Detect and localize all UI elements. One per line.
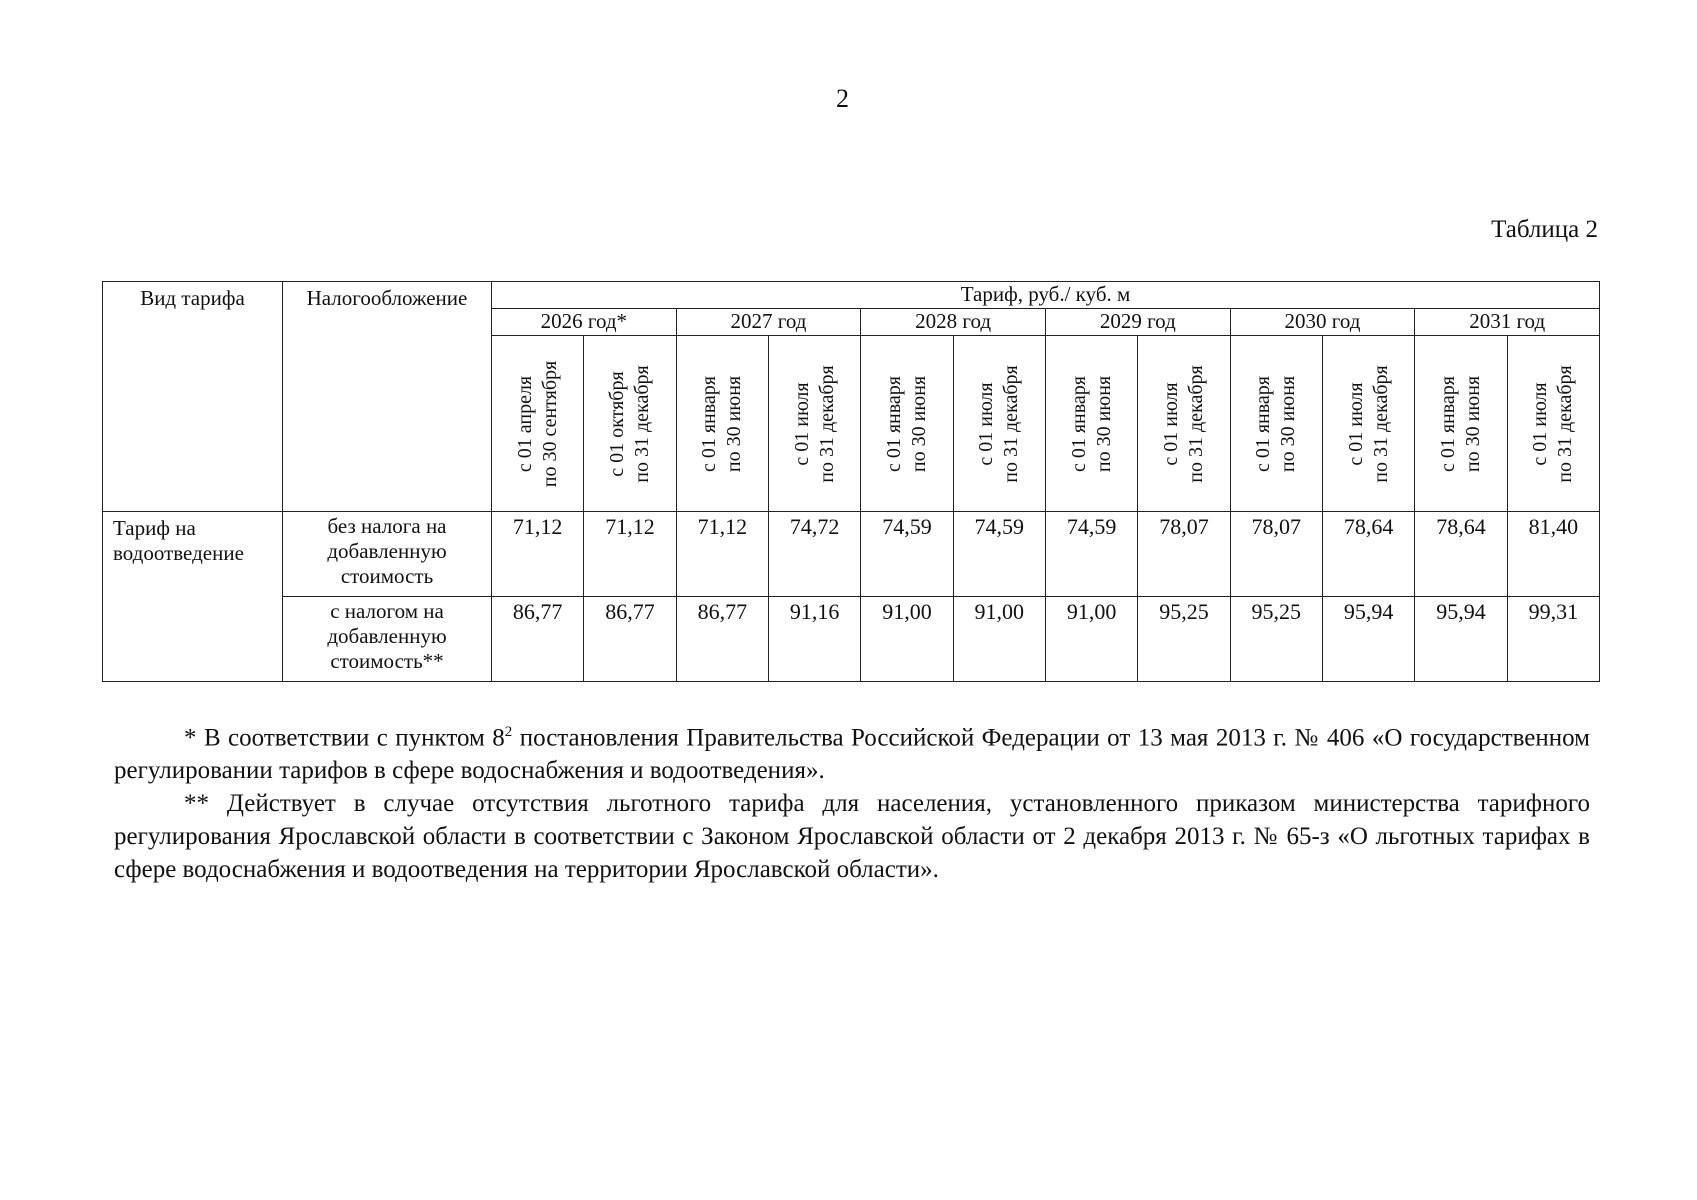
- period-to: по 31 декабря: [1184, 364, 1207, 483]
- period-from: с 01 июля: [790, 381, 813, 466]
- period-from: с 01 июля: [1159, 381, 1182, 466]
- period-from: с 01 января: [1067, 375, 1090, 472]
- value-cell: 81,40: [1507, 512, 1599, 597]
- value-cell: 71,12: [584, 512, 676, 597]
- period-header: [861, 336, 953, 512]
- period-header: [768, 336, 860, 512]
- period-to: по 30 июня: [907, 375, 930, 472]
- year-header: 2029 год: [1045, 309, 1230, 336]
- period-from: с 01 октября: [605, 370, 628, 477]
- header-tariff-type: Вид тарифа: [103, 282, 283, 512]
- value-cell: 74,59: [953, 512, 1045, 597]
- period-header: [1322, 336, 1414, 512]
- value-cell: 91,16: [768, 597, 860, 682]
- header-tariff: Тариф, руб./ куб. м: [492, 282, 1600, 309]
- footnote-1-superscript: 2: [504, 724, 513, 740]
- period-to: по 31 декабря: [1000, 364, 1023, 483]
- period-to: по 30 июня: [1277, 375, 1300, 472]
- period-to: по 30 июня: [1092, 375, 1115, 472]
- period-from: с 01 июля: [1529, 381, 1552, 466]
- period-from: с 01 января: [1436, 375, 1459, 472]
- period-header: [1045, 336, 1137, 512]
- value-cell: 91,00: [1045, 597, 1137, 682]
- period-header: [676, 336, 768, 512]
- period-header: [1507, 336, 1599, 512]
- value-cell: 99,31: [1507, 597, 1599, 682]
- period-to: по 30 июня: [1461, 375, 1484, 472]
- value-cell: 78,64: [1322, 512, 1414, 597]
- period-from: с 01 апреля: [513, 375, 536, 472]
- value-cell: 95,25: [1138, 597, 1230, 682]
- footnote-1-text: * В соответствии с пунктом 8: [184, 724, 505, 752]
- year-header: 2027 год: [676, 309, 861, 336]
- table-row: [103, 512, 1600, 597]
- header-taxation: Налогообложение: [283, 282, 492, 512]
- period-to: по 30 июня: [723, 375, 746, 472]
- taxation-cell: с налогом на добавленную стоимость**: [283, 597, 492, 682]
- year-header: 2028 год: [861, 309, 1046, 336]
- period-to: по 30 сентября: [538, 360, 561, 487]
- period-from: с 01 января: [1252, 375, 1275, 472]
- value-cell: 86,77: [676, 597, 768, 682]
- taxation-cell: без налога на добавленную стоимость: [283, 512, 492, 597]
- period-to: по 31 декабря: [815, 364, 838, 483]
- value-cell: 78,64: [1415, 512, 1507, 597]
- period-from: с 01 января: [882, 375, 905, 472]
- value-cell: 95,25: [1230, 597, 1322, 682]
- period-to: по 31 декабря: [1554, 364, 1577, 483]
- footnote-1: [114, 716, 1590, 787]
- footnotes: [114, 716, 1590, 886]
- value-cell: 86,77: [584, 597, 676, 682]
- year-header: 2026 год*: [492, 309, 677, 336]
- value-cell: 71,12: [492, 512, 584, 597]
- value-cell: 74,72: [768, 512, 860, 597]
- period-from: с 01 января: [698, 375, 721, 472]
- period-to: по 31 декабря: [1369, 364, 1392, 483]
- period-to: по 31 декабря: [630, 364, 653, 483]
- period-header: [1138, 336, 1230, 512]
- value-cell: 71,12: [676, 512, 768, 597]
- value-cell: 91,00: [953, 597, 1045, 682]
- period-header: [584, 336, 676, 512]
- value-cell: 95,94: [1415, 597, 1507, 682]
- footnote-1-text-rest: постановления Правительства Российской Федерации от 13 мая 2013 г. № 406 «О государственном регулировании тарифов в сфере водоснабжения и водоотведения».: [114, 724, 1590, 785]
- tariff-type-cell: Тариф на водоотведение: [103, 512, 283, 682]
- period-header: [1415, 336, 1507, 512]
- footnote-2: ** Действует в случае отсутствия льготного тарифа для населения, установленного приказом министерства тарифного регулирования Ярославской области в соответствии с Законом Ярославской области от 2 декабря 2013 г. № 65-з «О льготных тарифах в сфере водоснабжения и водоотведения на территории Ярославской области».: [114, 790, 1590, 884]
- tariff-table: [102, 281, 1600, 682]
- period-header: [1230, 336, 1322, 512]
- value-cell: 78,07: [1138, 512, 1230, 597]
- period-from: с 01 июля: [1344, 381, 1367, 466]
- value-cell: 78,07: [1230, 512, 1322, 597]
- value-cell: 74,59: [861, 512, 953, 597]
- value-cell: 74,59: [1045, 512, 1137, 597]
- year-header: 2030 год: [1230, 309, 1415, 336]
- period-from: с 01 июля: [975, 381, 998, 466]
- period-header: [953, 336, 1045, 512]
- period-header: [492, 336, 584, 512]
- value-cell: 91,00: [861, 597, 953, 682]
- value-cell: 86,77: [492, 597, 584, 682]
- table-caption: Таблица 2: [1491, 216, 1598, 243]
- page-number: 2: [836, 84, 849, 113]
- table-row: [103, 597, 1600, 682]
- value-cell: 95,94: [1322, 597, 1414, 682]
- year-header: 2031 год: [1415, 309, 1600, 336]
